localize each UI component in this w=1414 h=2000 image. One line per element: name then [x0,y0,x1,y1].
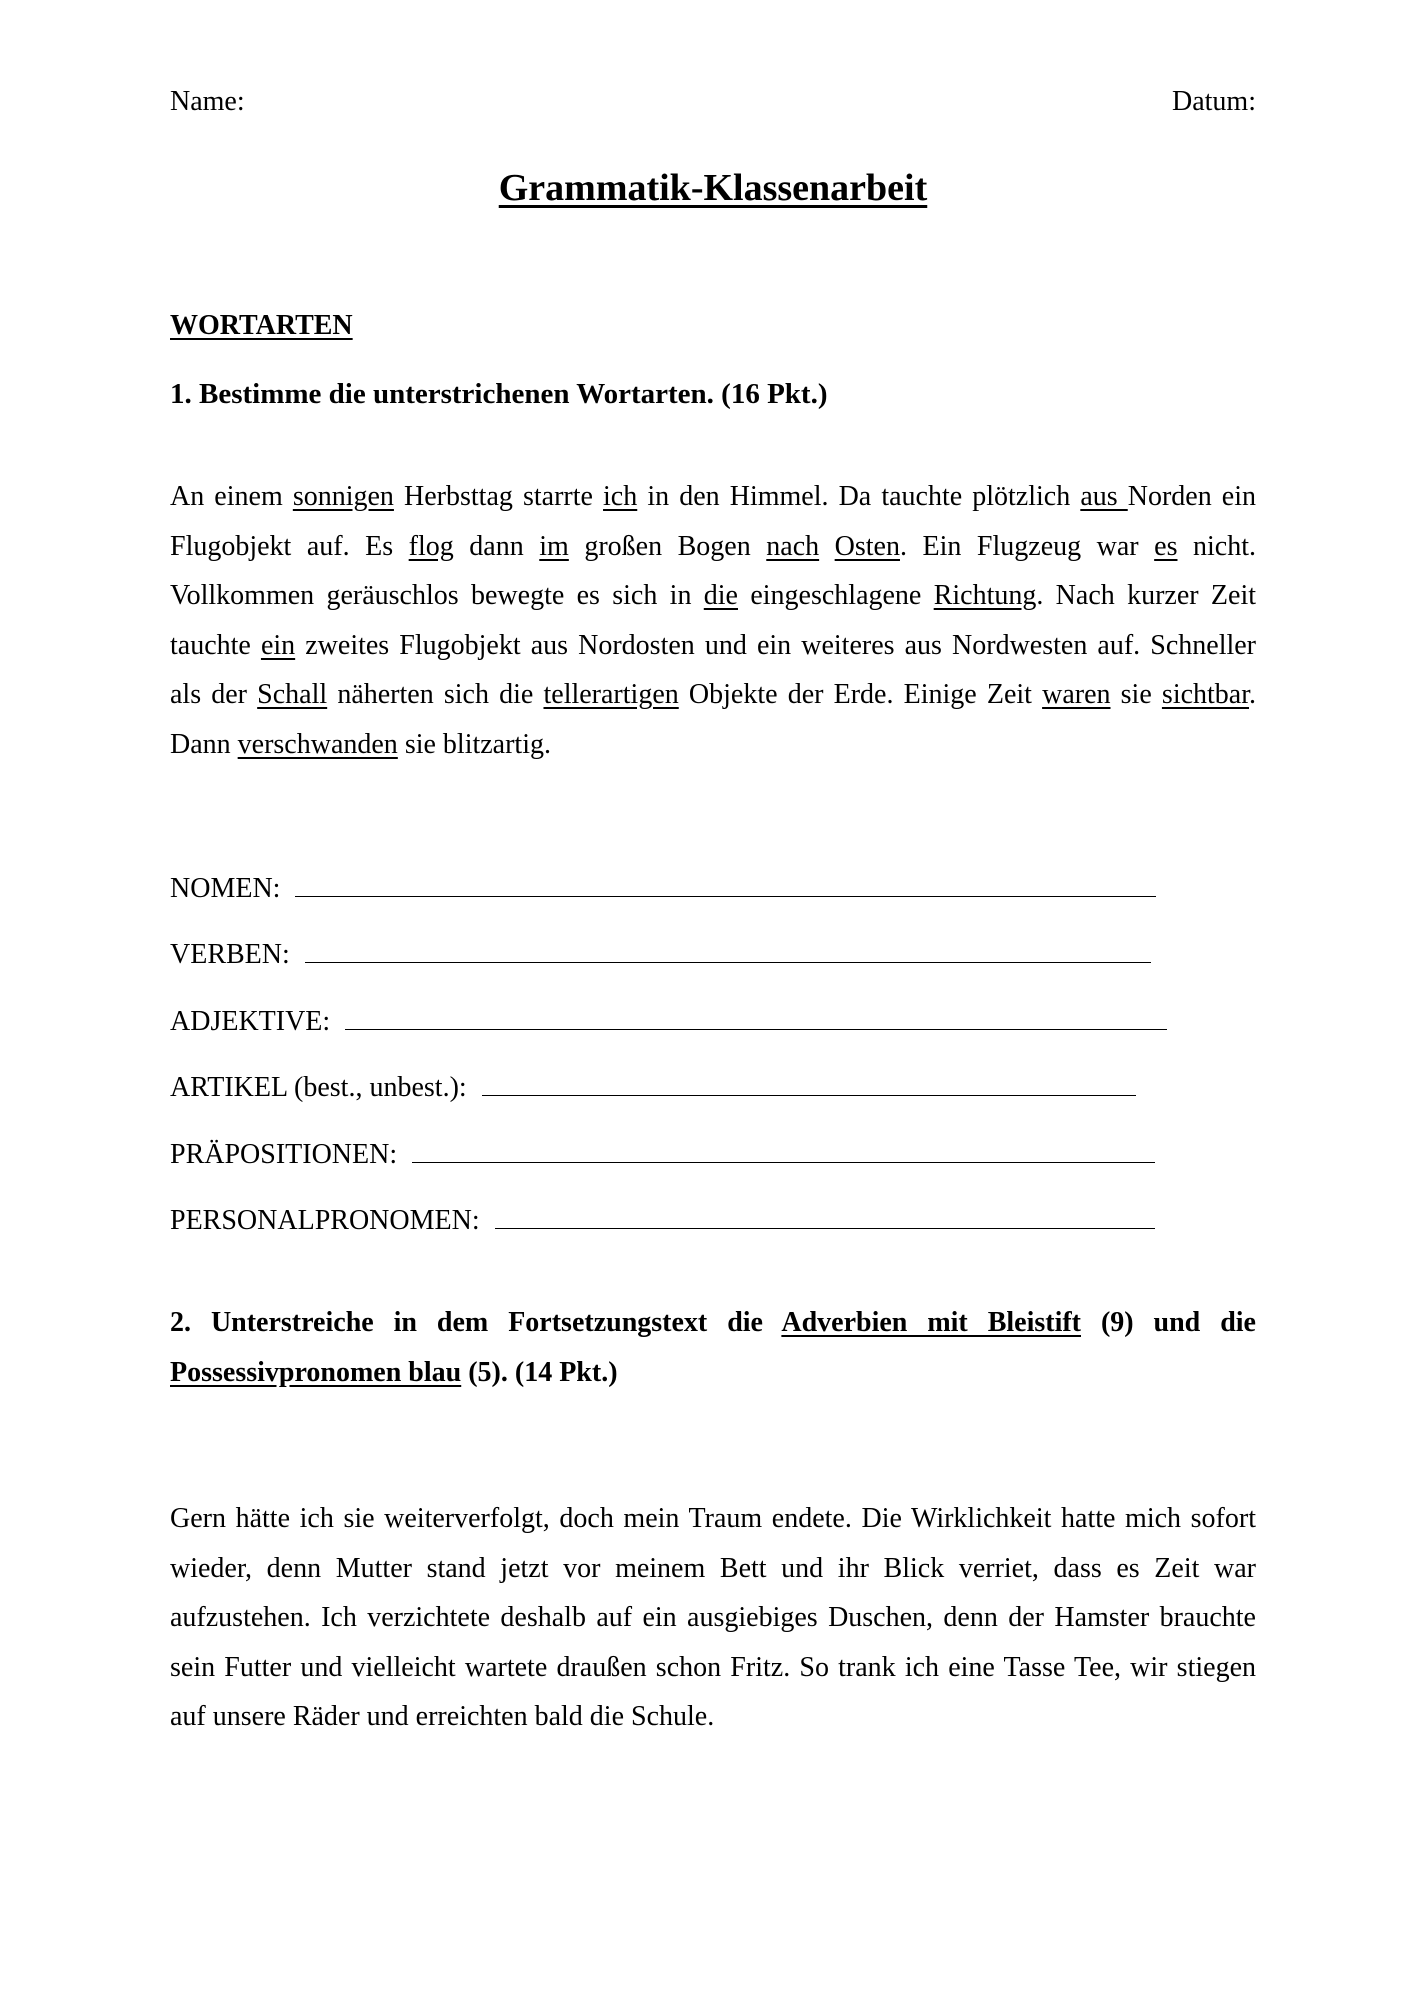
answer-blank[interactable] [482,1094,1136,1096]
underlined-word: Richtung [933,580,1037,611]
underlined-word: sichtbar [1161,679,1250,710]
answer-line-verben[interactable] [170,905,1256,972]
answer-blank[interactable] [412,1161,1155,1163]
underlined-word: aus [1080,481,1128,512]
underlined-word: verschwanden [237,728,398,760]
task1-text: An einem sonnigen Herbsttag starrte ich in den Himmel. Da tauchte plötzlich aus Norden ein Flugobjekt auf. Es flog dann im großen Bogen nach Osten. Ein Flugzeug war es nicht. Vollkommen geräuschlos bewegte es sich in die eingeschlagene Richtung. Nach kurzer Zeit tauchte ein zweites Flugobjekt aus Nordosten und ein weiteres aus Nordwesten auf. Schneller als der Schall näherten sich die tellerartigen Objekte der Erde. Einige Zeit waren sie sichtbar. Dann verschwanden sie blitzartig. [170,481,1257,760]
answer-label: ADJEKTIVE: [170,1005,338,1037]
answer-blank[interactable] [345,1028,1167,1030]
answer-label: PRÄPOSITIONEN: [170,1138,405,1170]
answer-line-personalpronomen[interactable] [170,1171,1256,1238]
answer-blank[interactable] [305,961,1151,963]
answer-label: PERSONALPRONOMEN: [170,1205,487,1236]
name-label: Name: [170,86,245,117]
answer-blank[interactable] [495,1227,1155,1229]
task1-heading: 1. Bestimme die unterstrichenen Wortarten. (16 Pkt.) [170,378,828,410]
answer-lines [170,838,1256,1237]
answer-label: ARTIKEL (best., unbest.): [170,1072,474,1103]
underlined-phrase: Adverbien mit Bleistift [781,1307,1081,1338]
underlined-word: waren [1042,679,1111,710]
underlined-phrase: Possessivpronomen blau [170,1356,462,1388]
underlined-word: sonnigen [292,481,394,512]
page-title: Grammatik-Klassenarbeit [498,167,928,209]
underlined-word: Osten [834,530,900,562]
underlined-word: tellerartigen [543,679,679,710]
underlined-word: die [703,580,738,611]
underlined-word: im [539,530,569,562]
answer-blank[interactable] [295,895,1156,897]
answer-label: NOMEN: [170,872,288,904]
answer-label: VERBEN: [170,939,297,970]
answer-line-artikel[interactable] [170,1038,1256,1105]
underlined-word: ich [603,481,638,512]
underlined-word: Schall [257,679,328,710]
task2-heading: 2. Unterstreiche in dem Fortsetzungstext die Adverbien mit Bleistift (9) und die Possessivpronomen blau (5). (14 Pkt.) [170,1307,1256,1388]
underlined-word: flog [408,530,454,562]
underlined-word: ein [260,629,296,661]
section-heading: WORTARTEN [170,310,353,341]
date-label: Datum: [1172,86,1256,117]
underlined-word: es [1154,530,1178,562]
answer-line-nomen[interactable] [170,838,1256,905]
underlined-word: nach [766,530,820,562]
task2-text[interactable]: Gern hätte ich sie weiterverfolgt, doch mein Traum endete. Die Wirklichkeit hatte mich sofort wieder, denn Mutter stand jetzt vor meinem Bett und ihr Blick verriet, dass es Zeit war aufzustehen. Ich verzichtete deshalb auf ein ausgiebiges Duschen, denn der Hamster brauchte sein Futter und vielleicht wartete draußen schon Fritz. So trank ich eine Tasse Tee, wir stiegen auf unsere Räder und erreichten bald die Schule. [170,1503,1256,1732]
answer-line-adjektive[interactable] [170,971,1256,1038]
answer-line-praepositionen[interactable] [170,1104,1256,1171]
header-row [170,86,1256,118]
